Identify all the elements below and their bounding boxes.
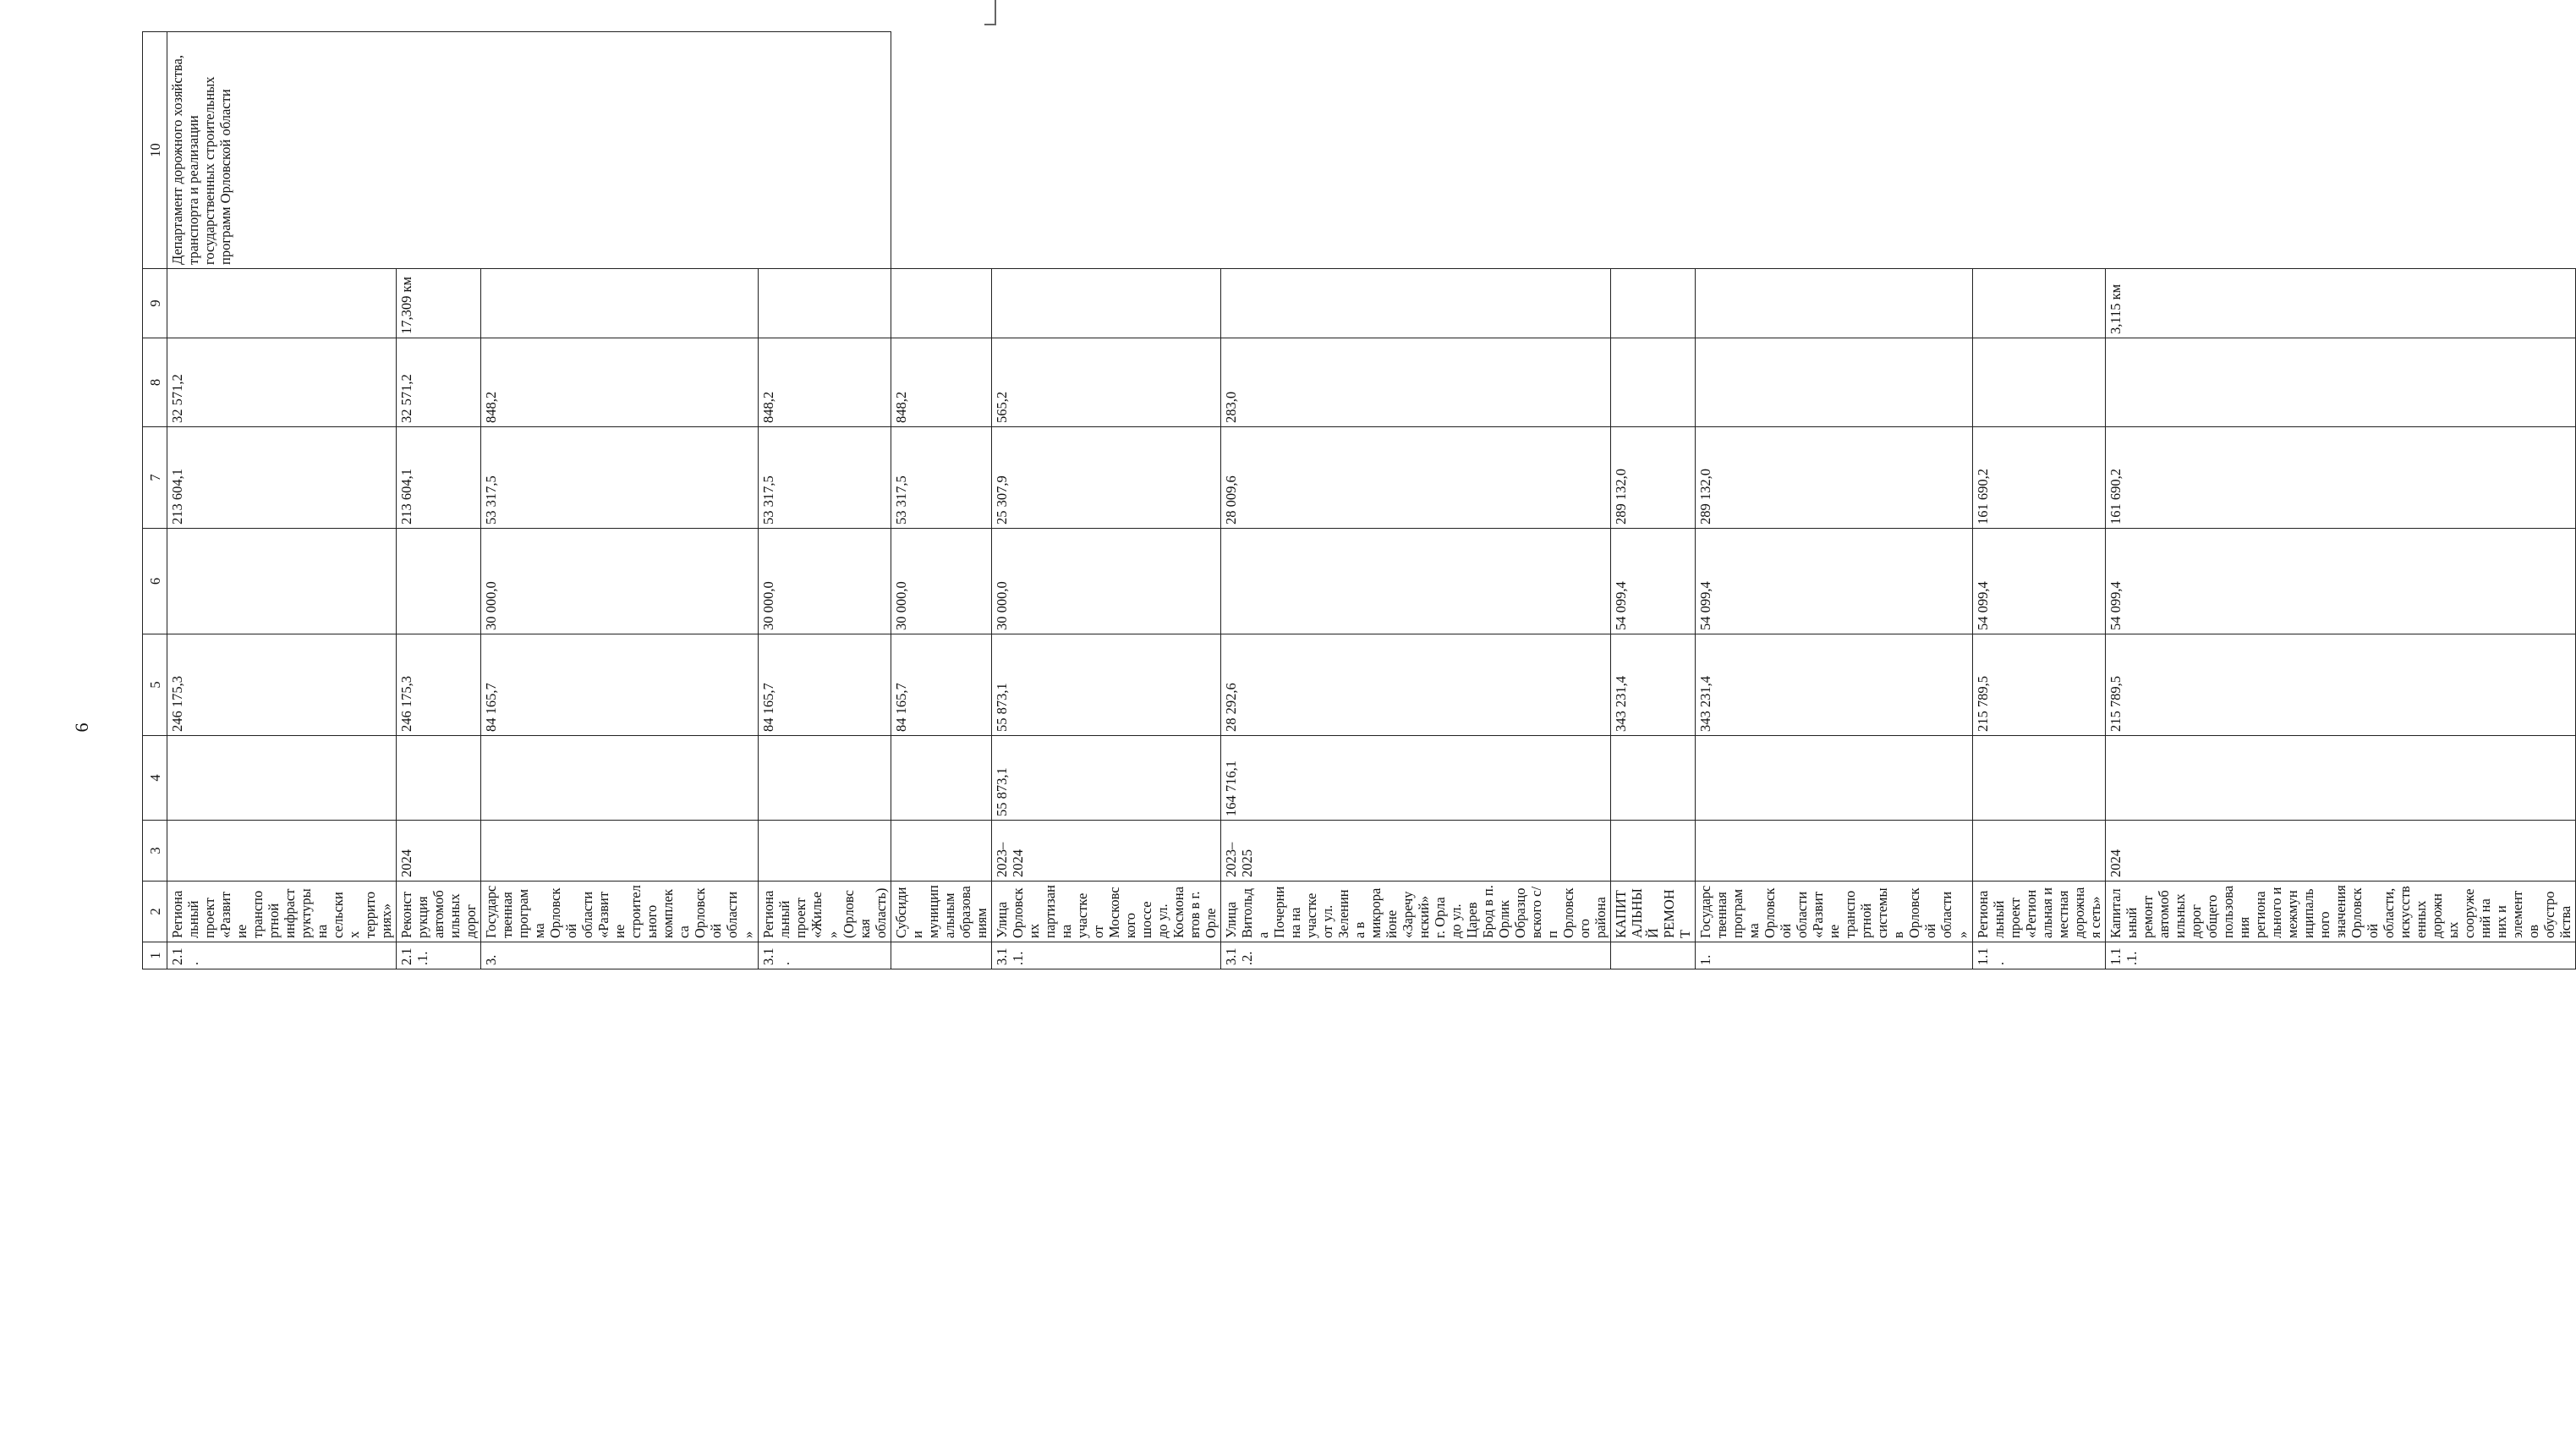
table-cell: Реконструкция автомобильных дорог: [397, 882, 481, 942]
table-cell: 53 317,5: [759, 427, 891, 529]
header-cell: 4: [143, 736, 167, 821]
table-cell: Региональный проект «Развитие транспортной инфраструктуры на сельских территориях»: [167, 882, 397, 942]
page-number: 6: [71, 722, 92, 733]
table-cell: 54 099,4: [1696, 529, 1973, 634]
table-cell: 3.1.1.: [992, 942, 1221, 969]
table-cell: 54 099,4: [2106, 529, 2576, 634]
table-cell: 215 789,5: [2106, 634, 2576, 736]
table-cell: [1611, 942, 1696, 969]
table-frame: [142, 32, 2573, 969]
edge-mark: [995, 0, 996, 25]
table-cell: 1.1.: [1973, 942, 2106, 969]
table-cell: 84 165,7: [759, 634, 891, 736]
table-cell: 30 000,0: [481, 529, 759, 634]
table-cell: 161 690,2: [1973, 427, 2106, 529]
edge-mark: [984, 24, 996, 25]
budget-table: [142, 31, 2576, 969]
rotated-table-container: [142, 32, 2573, 969]
table-cell: 55 873,1: [992, 634, 1221, 736]
table-cell: 848,2: [759, 338, 891, 427]
table-cell: 30 000,0: [891, 529, 992, 634]
table-cell: 53 317,5: [891, 427, 992, 529]
table-row: [1221, 32, 1611, 969]
header-cell: 1: [143, 942, 167, 969]
table-cell: [167, 529, 397, 634]
table-cell: 848,2: [891, 338, 992, 427]
table-cell: Государственная программа Орловской области «Развитие транспортной системы в Орловской области»: [1696, 882, 1973, 942]
table-cell: [1221, 529, 1611, 634]
table-row: [2106, 32, 2576, 969]
table-cell: 2.1.1.: [397, 942, 481, 969]
table-cell: 32 571,2: [397, 338, 481, 427]
header-cell: 9: [143, 269, 167, 338]
table-cell: 1.: [1696, 942, 1973, 969]
header-cell: 7: [143, 427, 167, 529]
table-cell: 213 604,1: [167, 427, 397, 529]
table-cell: [891, 821, 992, 882]
table-row: [891, 32, 992, 969]
table-cell: 246 175,3: [167, 634, 397, 736]
table-cell: 84 165,7: [891, 634, 992, 736]
table-cell: 84 165,7: [481, 634, 759, 736]
header-cell: 5: [143, 634, 167, 736]
table-cell: [1973, 821, 2106, 882]
table-cell: 53 317,5: [481, 427, 759, 529]
table-cell: [481, 736, 759, 821]
table-cell: 1.1.1.: [2106, 942, 2576, 969]
table-cell: 3.: [481, 942, 759, 969]
table-cell: [167, 736, 397, 821]
table-cell: 2.1.: [167, 942, 397, 969]
table-cell: 164 716,1: [1221, 736, 1611, 821]
header-cell: 8: [143, 338, 167, 427]
table-cell: КАПИТАЛЬНЫЙ РЕМОНТ: [1611, 882, 1696, 942]
header-row: [143, 32, 167, 969]
table-cell: [2106, 736, 2576, 821]
table-cell: [1611, 821, 1696, 882]
table-cell: 565,2: [992, 338, 1221, 427]
table-cell: 28 292,6: [1221, 634, 1611, 736]
responsible-department-cell: Департамент дорожного хозяйства, транспорта и реализации государственных строительных программ Орловской области: [167, 32, 891, 269]
table-cell: 343 231,4: [1696, 634, 1973, 736]
table-cell: 3,115 км: [2106, 269, 2576, 338]
table-cell: 2023–2024: [992, 821, 1221, 882]
table-cell: [397, 736, 481, 821]
table-cell: 54 099,4: [1973, 529, 2106, 634]
header-cell: 3: [143, 821, 167, 882]
table-cell: 215 789,5: [1973, 634, 2106, 736]
table-row: [1611, 32, 1696, 969]
table-cell: [1696, 338, 1973, 427]
table-cell: 3.1.2.: [1221, 942, 1611, 969]
table-cell: [1973, 736, 2106, 821]
table-cell: 2024: [2106, 821, 2576, 882]
table-cell: [1611, 269, 1696, 338]
table-cell: [1611, 338, 1696, 427]
table-cell: 28 009,6: [1221, 427, 1611, 529]
table-cell: Региональный проект «Региональная и местная дорожная сеть»: [1973, 882, 2106, 942]
table-cell: Субсидии муниципальным образованиям: [891, 882, 992, 942]
header-cell: 10: [143, 32, 167, 269]
table-cell: 848,2: [481, 338, 759, 427]
table-cell: [891, 736, 992, 821]
table-cell: [167, 269, 397, 338]
table-row: [992, 32, 1221, 969]
table-row: [1973, 32, 2106, 969]
table-cell: [1973, 338, 2106, 427]
table-cell: [1973, 269, 2106, 338]
table-cell: 2023–2025: [1221, 821, 1611, 882]
table-cell: Региональный проект «Жилье» (Орловская область): [759, 882, 891, 942]
table-cell: [1696, 736, 1973, 821]
table-cell: Государственная программа Орловской области «Развитие строительного комплекса Орловской области»: [481, 882, 759, 942]
table-cell: 246 175,3: [397, 634, 481, 736]
table-cell: [481, 269, 759, 338]
table-cell: 25 307,9: [992, 427, 1221, 529]
table-cell: 3.1.: [759, 942, 891, 969]
table-row: [167, 32, 397, 969]
table-cell: [992, 269, 1221, 338]
table-cell: [1696, 269, 1973, 338]
table-cell: 54 099,4: [1611, 529, 1696, 634]
table-cell: [759, 736, 891, 821]
table-cell: Улица Орловских партизан на участке от Московского шоссе до ул. Космонавтов в г. Орле: [992, 882, 1221, 942]
table-cell: [397, 529, 481, 634]
table-cell: [759, 821, 891, 882]
table-cell: Капитальный ремонт автомобильных дорог общего пользования регионального и межмуниципального значения Орловской области, искусственных дорожных сооружений на них и элементов обустройства: [2106, 882, 2576, 942]
table-cell: 213 604,1: [397, 427, 481, 529]
table-cell: [1611, 736, 1696, 821]
table-cell: 2024: [397, 821, 481, 882]
table-cell: [167, 821, 397, 882]
table-cell: 343 231,4: [1611, 634, 1696, 736]
table-cell: 30 000,0: [759, 529, 891, 634]
table-cell: [2106, 338, 2576, 427]
table-cell: [481, 821, 759, 882]
table-cell: 17,309 км: [397, 269, 481, 338]
table-cell: 32 571,2: [167, 338, 397, 427]
table-row: [1696, 32, 1973, 969]
table-cell: 30 000,0: [992, 529, 1221, 634]
header-cell: 2: [143, 882, 167, 942]
table-cell: 161 690,2: [2106, 427, 2576, 529]
table-cell: [759, 269, 891, 338]
table-cell: [891, 269, 992, 338]
table-cell: Улица Витольда Почернина на участке от ул. Зеленина в микрорайоне «Заречунский» г. Орла до ул. Царев Брод в п. Орлик Образцовского с/п Орловского района: [1221, 882, 1611, 942]
table-cell: [1696, 821, 1973, 882]
table-cell: 289 132,0: [1696, 427, 1973, 529]
table-cell: 283,0: [1221, 338, 1611, 427]
table-cell: [891, 942, 992, 969]
table-cell: 289 132,0: [1611, 427, 1696, 529]
table-cell: [1221, 269, 1611, 338]
table-cell: 55 873,1: [992, 736, 1221, 821]
header-cell: 6: [143, 529, 167, 634]
